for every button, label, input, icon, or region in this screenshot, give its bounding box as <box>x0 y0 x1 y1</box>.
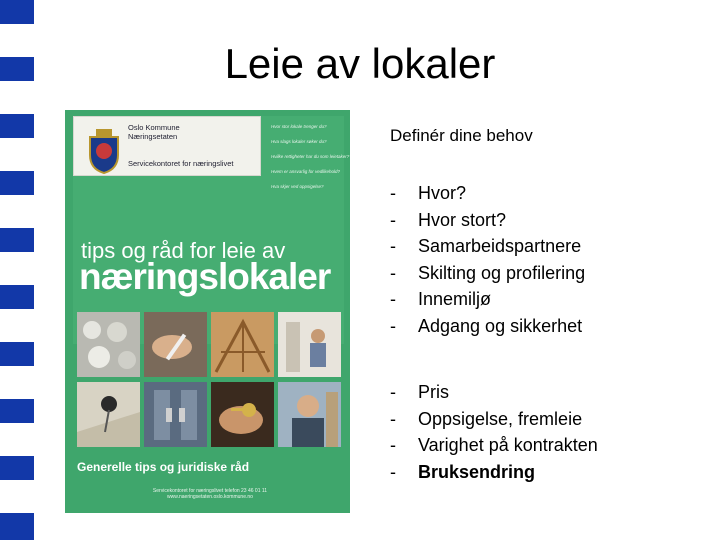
list-item-text: Pris <box>418 382 449 402</box>
cover-footer <box>135 488 285 500</box>
cover-subtitle: Generelle tips og juridiske råd <box>77 460 250 474</box>
pushpin-photo <box>77 382 140 447</box>
cover-question: Hva slags lokaler søker du? <box>271 139 327 144</box>
org-name: Oslo Kommune <box>128 123 180 132</box>
list-item-text: Hvor stort? <box>418 209 507 230</box>
list-item-text: Samarbeidspartnere <box>418 236 582 256</box>
cover-question: Hvor stor lokale trenger du? <box>271 124 327 129</box>
list-item <box>390 260 710 287</box>
list-item <box>390 180 710 207</box>
list-dash: - <box>390 382 396 402</box>
stripe-square <box>0 114 34 138</box>
cover-service: Servicekontoret for næringslivet <box>128 159 234 168</box>
brochure-cover <box>65 110 350 513</box>
list-item-text: Varighet på kontrakten <box>418 435 598 455</box>
stripe-square <box>0 0 34 24</box>
list-item-text: Innemiljø <box>418 289 492 309</box>
cover-footer-web: www.naeringsetaten.oslo.kommune.no <box>167 494 253 500</box>
slide-title: Leie av lokaler <box>224 40 496 87</box>
cover-question-list <box>271 124 350 199</box>
list-item <box>390 286 710 313</box>
stripe-square <box>0 285 34 309</box>
list-dash: - <box>390 236 396 256</box>
list-item-text: Bruksendring <box>418 461 536 482</box>
cover-header <box>73 116 261 176</box>
list-item-text: Oppsigelse, fremleie <box>418 408 583 429</box>
cover-footer-phone: Servicekontoret for næringslivet telefon 23 46 01 11 <box>152 488 268 494</box>
list-dash: - <box>390 315 396 336</box>
list-dash: - <box>390 435 396 455</box>
door-handles-photo <box>144 382 207 447</box>
org-department: Næringsetaten <box>128 132 178 141</box>
list-item-text: Skilting og profilering <box>418 262 586 283</box>
list-dash: - <box>390 183 396 203</box>
section-heading: Definér dine behov <box>390 126 533 145</box>
stripe-square <box>0 513 34 540</box>
stripe-square <box>0 228 34 252</box>
list-item <box>390 207 710 234</box>
list-item <box>390 379 710 406</box>
stripe-square <box>0 456 34 480</box>
pipes-photo <box>77 312 140 377</box>
construction-photo <box>211 312 274 377</box>
list-dash: - <box>390 408 396 429</box>
stripe-square <box>0 342 34 366</box>
cover-org <box>128 123 180 141</box>
cover-question: Hvem er ansvarlig for vedlikehold? <box>271 169 341 174</box>
list-item <box>390 406 710 433</box>
key-hand-photo <box>211 382 274 447</box>
list-item-text: Adgang og sikkerhet <box>418 315 583 336</box>
cover-main-word: næringslokaler <box>79 256 331 297</box>
list-dash: - <box>390 289 396 309</box>
stripe-square <box>0 171 34 195</box>
list-item-text: Hvor? <box>418 183 467 203</box>
slide-content <box>390 126 710 485</box>
list-dash: - <box>390 209 396 230</box>
worker-photo <box>278 312 341 377</box>
contract-list <box>390 379 710 485</box>
list-item <box>390 233 710 260</box>
cover-question: Hva skjer ved oppsigelse? <box>271 184 324 189</box>
list-dash: - <box>390 461 396 482</box>
list-item <box>390 459 710 486</box>
oslo-crest-icon <box>86 127 122 175</box>
businessman-photo <box>278 382 341 447</box>
stripe-square <box>0 399 34 423</box>
list-item <box>390 313 710 340</box>
cover-question: Hvilke rettigheter har du som leietaker? <box>271 154 350 159</box>
list-dash: - <box>390 262 396 283</box>
needs-list <box>390 180 710 339</box>
list-item <box>390 432 710 459</box>
hands-photo <box>144 312 207 377</box>
cover-tagline: tips og råd for leie av <box>81 238 286 263</box>
